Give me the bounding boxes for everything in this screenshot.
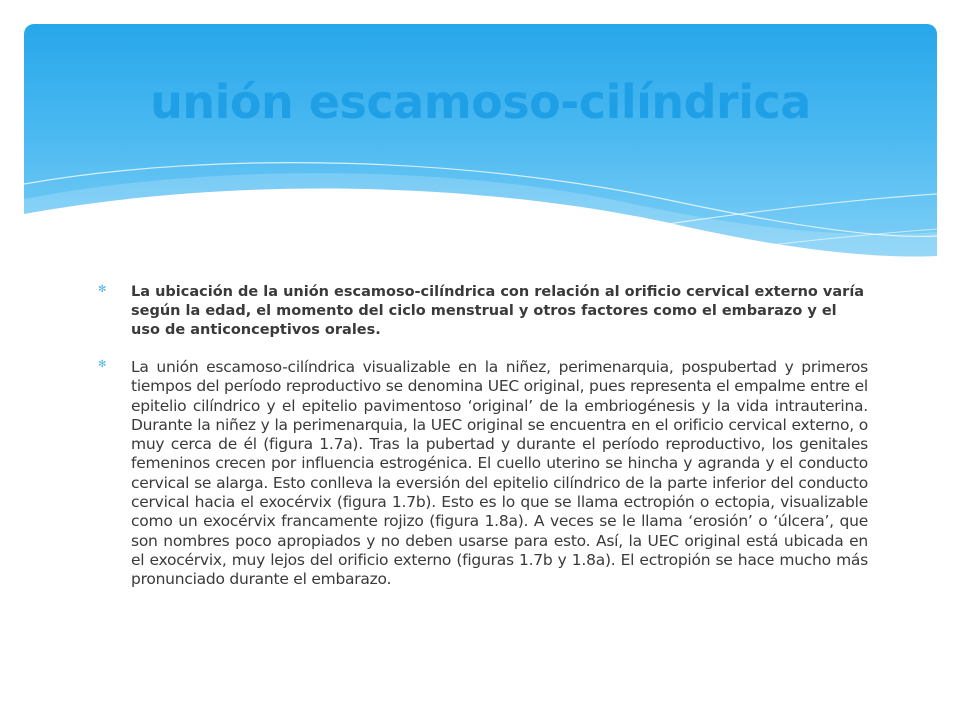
banner-wave-decoration <box>24 24 937 269</box>
bullet-text-bold: La ubicación de la unión escamoso-cilíndrica con relación al orificio cervical externo varía según la edad, el momento del ciclo menstrual y otros factores como el embarazo y el uso de anticonceptivos orales. <box>131 284 865 338</box>
title-banner <box>24 24 937 269</box>
bullet-text: La unión escamoso-cilíndrica visualizable en la niñez, perimenarquia, pospubertad y primeros tiempos del período reproductivo se denomina UEC original, pues representa el empalme entre el epitelio cilíndrico y el epitelio pavimentoso ‘original’ de la embriogénesis y la vida intrauterina. Durante la niñez y la perimenarquia, la UEC original se encuentra en el orificio cervical externo, o muy cerca de él (figura 1.7a). Tras la pubertad y durante el período reproductivo, los genitales femeninos crecen por influencia estrogénica. El cuello uterino se hincha y agranda y el conducto cervical se alarga. Esto conlleva la eversión del epitelio cilíndrico de la parte inferior del conducto cervical hacia el exocérvix (figura 1.7b). Esto es lo que se llama ectropión o ectopia, visualizable como un exocérvix francamente rojizo (figura 1.8a). A veces se le llama ‘erosión’ o ‘úlcera’, que son nombres poco apropiados y no deben usarse para esto. Así, la UEC original está ubicada en el exocérvix, muy lejos del orificio externo (figuras 1.7b y 1.8a). El ectropión se hace mucho más pronunciado durante el embarazo. <box>131 358 868 589</box>
slide-body <box>98 283 868 608</box>
list-item <box>98 283 868 340</box>
asterisk-icon: ✻ <box>98 359 107 370</box>
slide-title: unión escamoso-cilíndrica <box>150 75 811 129</box>
list-item <box>98 358 868 590</box>
asterisk-icon: ✻ <box>98 284 107 295</box>
